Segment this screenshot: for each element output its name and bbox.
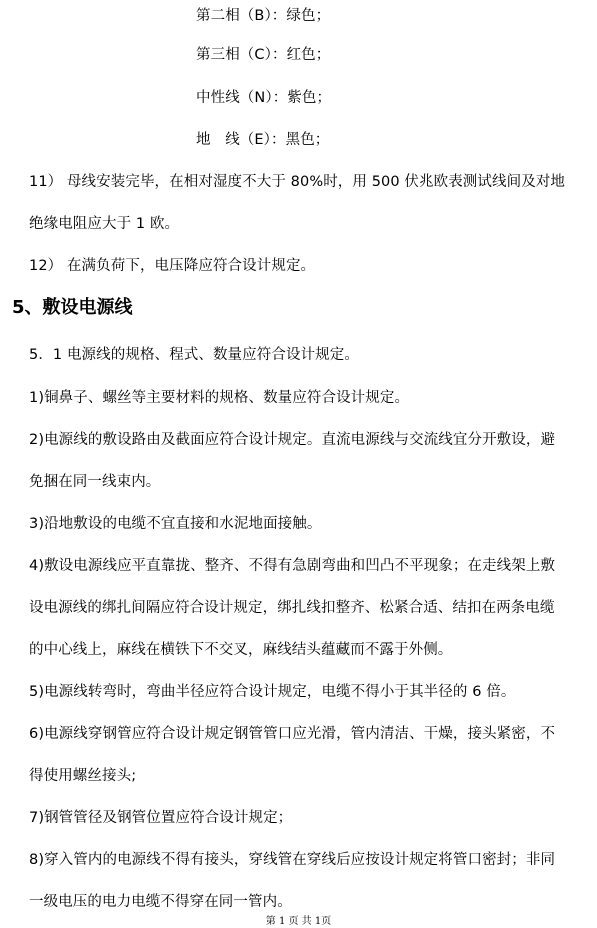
paragraph-4-line-2: 设电源线的绑扎间隔应符合设计规定，绑扎线扣整齐、松紧合适、结扣在两条电缆: [29, 600, 555, 616]
paragraph-2-line-2: 免捆在同一线束内。: [29, 474, 161, 490]
section-heading: 5、敷设电源线: [12, 297, 133, 318]
neutral-line: 中性线（N）：紫色；: [196, 90, 332, 106]
phase-c-line: 第三相（C）：红色；: [196, 47, 331, 63]
paragraph-2-line-1: 2)电源线的敷设路由及截面应符合设计规定。直流电源线与交流线宜分开敷设，避: [29, 432, 556, 448]
paragraph-4-line-1: 4)敷设电源线应平直靠拢、整齐、不得有急剧弯曲和凹凸不平现象；在走线架上敷: [29, 558, 556, 574]
paragraph-4-line-3: 的中心线上，麻线在横铁下不交叉，麻线结头蕴藏而不露于外侧。: [29, 642, 453, 658]
page-footer: 第 1 页 共 1页: [265, 916, 332, 927]
paragraph-6-line-1: 6)电源线穿钢管应符合设计规定钢管管口应光滑，管内清洁、干燥，接头紧密，不: [29, 726, 556, 742]
paragraph-7: 7)钢管管径及钢管位置应符合设计规定；: [29, 810, 293, 826]
paragraph-3: 3)沿地敷设的电缆不宜直接和水泥地面接触。: [29, 516, 322, 532]
paragraph-8-line-2: 一级电压的电力电缆不得穿在同一管内。: [29, 894, 292, 910]
item-11-line-2: 绝缘电阻应大于 1 欧。: [29, 216, 180, 232]
phase-b-line: 第二相（B）：绿色；: [196, 8, 331, 24]
paragraph-5: 5)电源线转弯时，弯曲半径应符合设计规定，电缆不得小于其半径的 6 倍。: [29, 684, 516, 700]
paragraph-1: 1)铜鼻子、螺丝等主要材料的规格、数量应符合设计规定。: [29, 390, 410, 406]
paragraph-6-line-2: 得使用螺丝接头;: [29, 768, 137, 784]
item-11-line-1: 11） 母线安装完毕，在相对湿度不大于 80%时，用 500 伏兆欧表测试线间及对地: [29, 174, 565, 190]
item-12-line: 12） 在满负荷下，电压降应符合设计规定。: [29, 258, 316, 274]
earth-line: 地 线（E）：黑色；: [196, 132, 330, 148]
section-subheading: 5．1 电源线的规格、程式、数量应符合设计规定。: [29, 347, 359, 363]
paragraph-8-line-1: 8)穿入管内的电源线不得有接头，穿线管在穿线后应按设计规定将管口密封；非同: [29, 852, 556, 868]
